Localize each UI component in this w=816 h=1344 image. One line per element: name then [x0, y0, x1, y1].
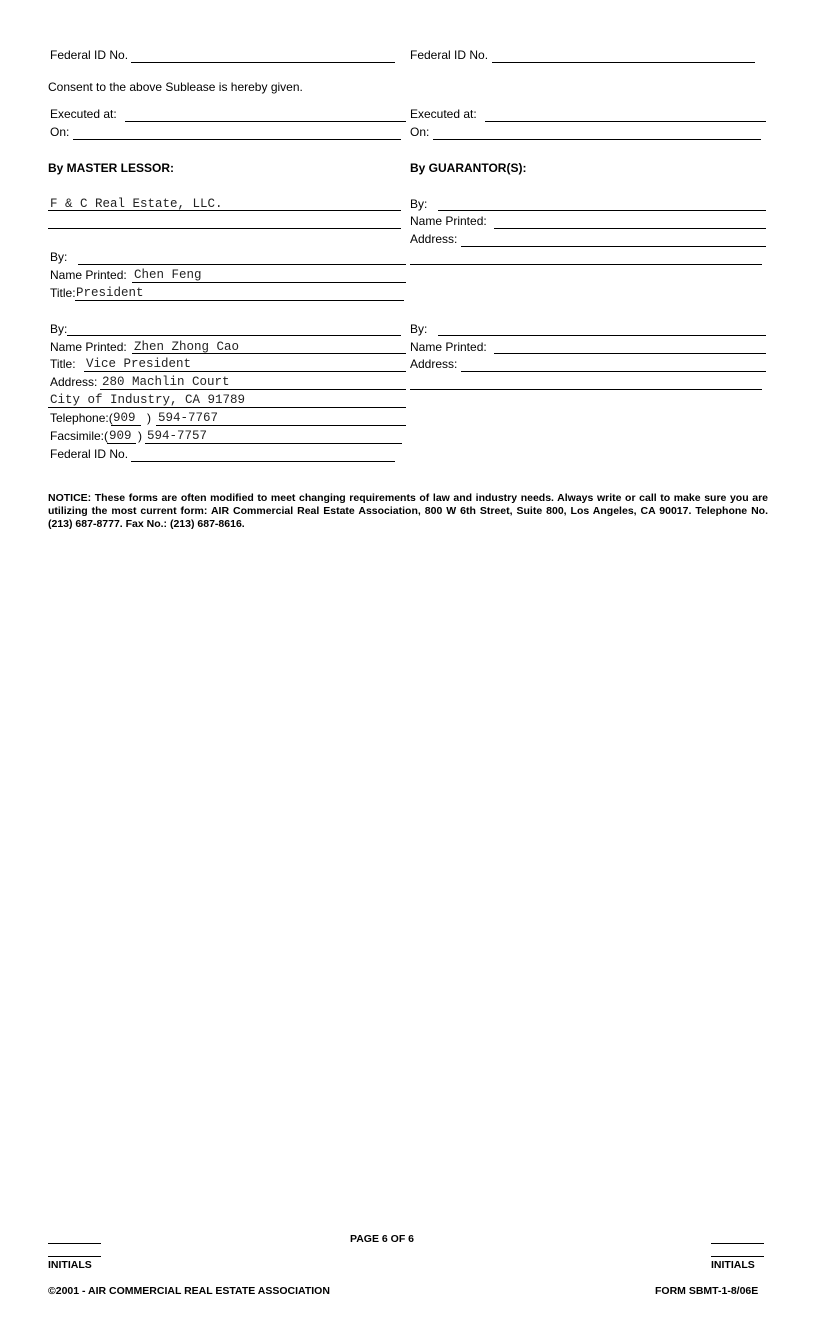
entity-line-2[interactable] [48, 228, 401, 229]
guarantor-by-label-1: By: [410, 197, 428, 211]
title-value-2: Vice President [86, 357, 192, 371]
facsimile-line[interactable] [145, 443, 402, 444]
initials-line-right-1[interactable] [711, 1243, 764, 1244]
entity-line-1[interactable] [48, 210, 401, 211]
form-identifier: FORM SBMT-1-8/06E [655, 1285, 759, 1297]
by-signature-line-2[interactable] [67, 335, 401, 336]
federal-id-label-right: Federal ID No. [410, 48, 489, 62]
facsimile-area-code: 909 [109, 429, 132, 443]
guarantor-address-line-2b[interactable] [410, 389, 762, 390]
guarantor-address-line-1a[interactable] [461, 246, 766, 247]
telephone-line[interactable] [156, 425, 406, 426]
initials-line-right-2[interactable] [711, 1256, 764, 1257]
facsimile-number: 594-7757 [147, 429, 208, 443]
on-field-right[interactable] [433, 139, 761, 140]
initials-line-left-2[interactable] [48, 1256, 101, 1257]
telephone-area-line[interactable] [111, 425, 141, 426]
name-printed-line-2[interactable] [132, 353, 406, 354]
guarantor-by-label-2: By: [410, 322, 428, 336]
guarantor-by-line-1[interactable] [438, 210, 766, 211]
telephone-area-code: 909 [113, 411, 136, 425]
guarantors-heading: By GUARANTOR(S): [410, 161, 527, 175]
copyright-notice: ©2001 - AIR COMMERCIAL REAL ESTATE ASSOCIATION [48, 1285, 330, 1297]
title-label-1: Title: [50, 286, 76, 300]
executed-at-label-left: Executed at: [50, 107, 117, 121]
master-lessor-heading: By MASTER LESSOR: [48, 161, 175, 175]
on-label-left: On: [50, 125, 70, 139]
title-line-2[interactable] [84, 371, 406, 372]
guarantor-address-label-1: Address: [410, 232, 458, 246]
name-printed-value-1: Chen Feng [134, 268, 202, 282]
federal-id-field-right[interactable] [492, 62, 755, 63]
name-printed-line-1[interactable] [132, 282, 406, 283]
guarantor-name-printed-label-1: Name Printed: [410, 214, 487, 228]
by-signature-line-1[interactable] [78, 264, 406, 265]
executed-at-label-right: Executed at: [410, 107, 477, 121]
initials-label-right: INITIALS [711, 1259, 755, 1271]
address-label: Address: [50, 375, 98, 389]
consent-statement: Consent to the above Sublease is hereby given. [48, 80, 303, 94]
federal-id-label-left: Federal ID No. [50, 48, 129, 62]
guarantor-name-printed-line-2[interactable] [494, 353, 766, 354]
facsimile-label: Facsimile:( [50, 429, 109, 443]
title-label-2: Title: [50, 357, 76, 371]
telephone-label: Telephone:( [50, 411, 113, 425]
address-line-1-value: 280 Machlin Court [102, 375, 230, 389]
telephone-number: 594-7767 [158, 411, 219, 425]
guarantor-address-line-2a[interactable] [461, 371, 766, 372]
guarantor-name-printed-label-2: Name Printed: [410, 340, 487, 354]
facsimile-paren: ) [138, 429, 142, 443]
master-lessor-entity: F & C Real Estate, LLC. [50, 197, 223, 211]
guarantor-address-label-2: Address: [410, 357, 458, 371]
telephone-paren: ) [147, 411, 151, 425]
initials-line-left-1[interactable] [48, 1243, 101, 1244]
federal-id-field-lessor[interactable] [131, 461, 395, 462]
on-label-right: On: [410, 125, 430, 139]
name-printed-label-1: Name Printed: [50, 268, 127, 282]
title-value-1: President [76, 286, 144, 300]
federal-id-label-lessor: Federal ID No. [50, 447, 129, 461]
name-printed-label-2: Name Printed: [50, 340, 127, 354]
address-line-2-value: City of Industry, CA 91789 [50, 393, 246, 407]
federal-id-field-left[interactable] [131, 62, 395, 63]
title-line-1[interactable] [75, 300, 404, 301]
by-label-1: By: [50, 250, 68, 264]
guarantor-by-line-2[interactable] [438, 335, 766, 336]
guarantor-address-line-1b[interactable] [410, 264, 762, 265]
executed-at-field-left[interactable] [125, 121, 406, 122]
by-label-2: By: [50, 322, 68, 336]
initials-label-left: INITIALS [48, 1259, 92, 1271]
address-line-1[interactable] [100, 389, 406, 390]
facsimile-area-line[interactable] [107, 443, 136, 444]
name-printed-value-2: Zhen Zhong Cao [134, 340, 240, 354]
notice-paragraph: NOTICE: These forms are often modified to meet changing requirements of law and industry needs. Always write or call to make sure you are utilizing the most current form: AIR Commercial Real Estate Association, 800 W 6th Street, Suite 800, Los Angeles, CA 90017. Telephone No. (213) 687-8777. Fax No.: (213) 687-8616. [48, 492, 768, 530]
guarantor-name-printed-line-1[interactable] [494, 228, 766, 229]
on-field-left[interactable] [73, 139, 401, 140]
page-number: PAGE 6 OF 6 [350, 1233, 414, 1245]
address-line-2[interactable] [48, 407, 406, 408]
executed-at-field-right[interactable] [485, 121, 766, 122]
